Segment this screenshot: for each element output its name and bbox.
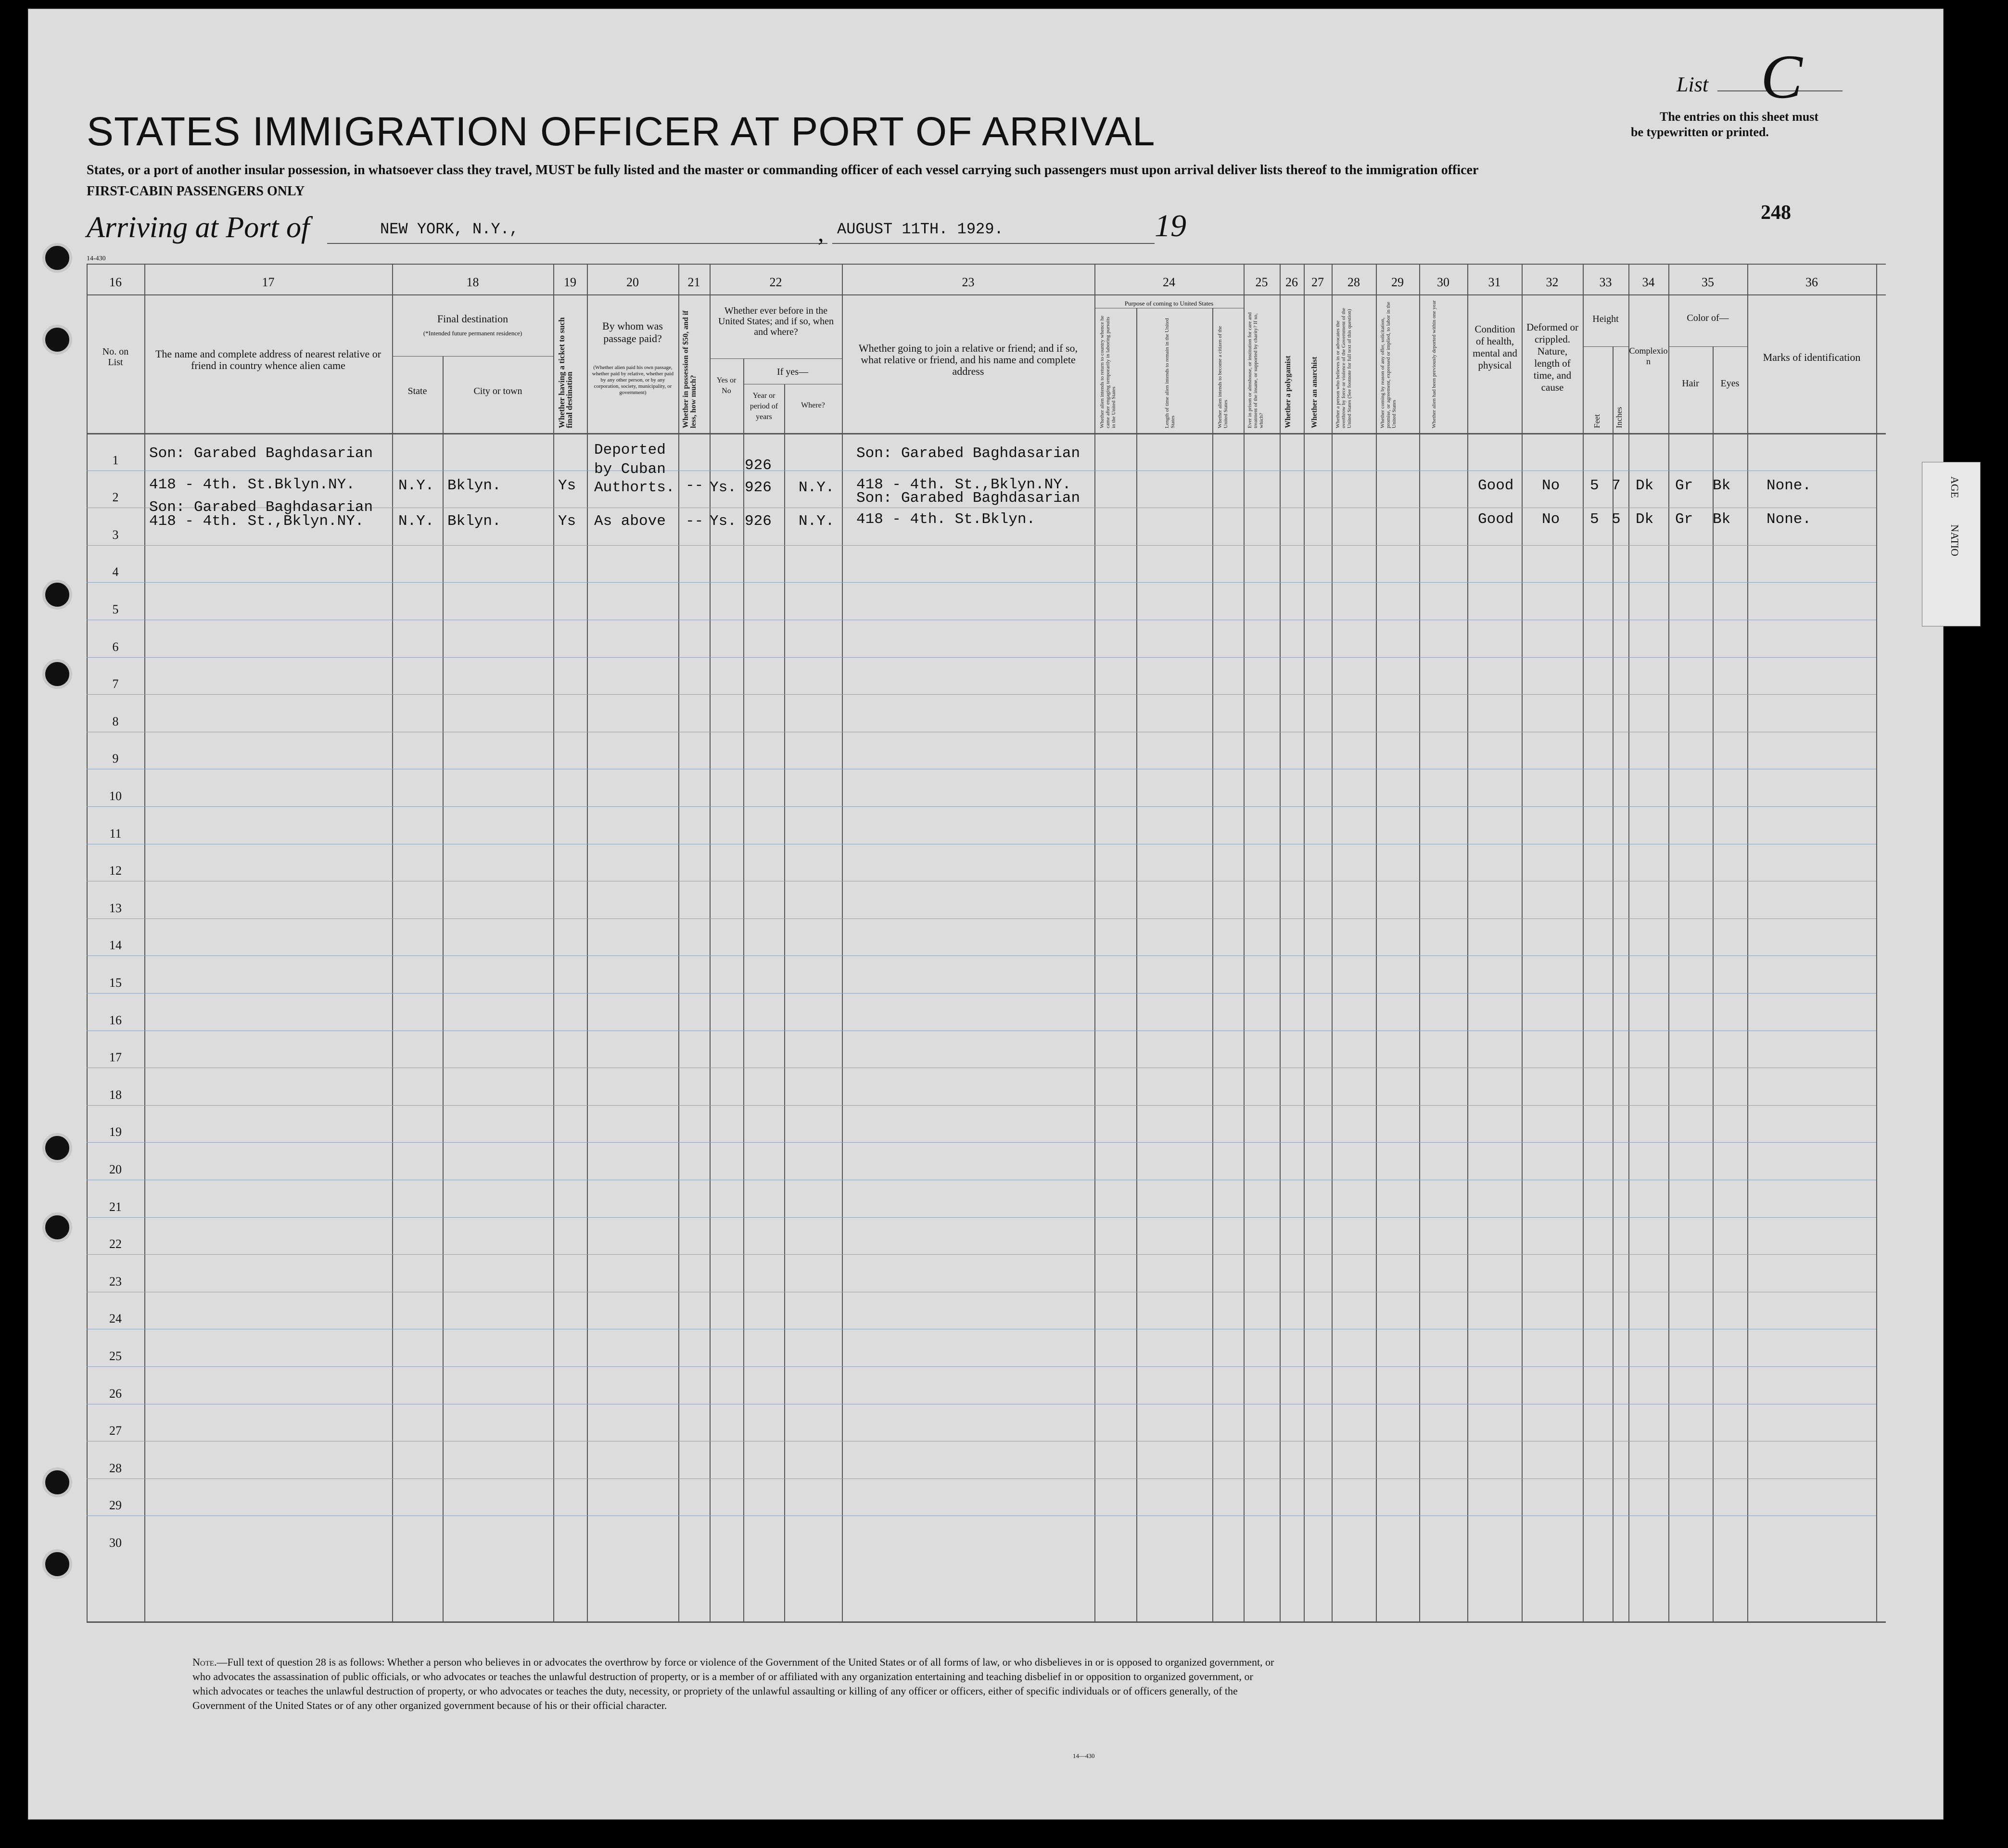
col-line — [1280, 264, 1281, 1621]
hdr-c33-inches: Inches — [1614, 407, 1624, 428]
row2-where: N.Y. — [799, 513, 835, 530]
col-line — [1094, 264, 1095, 1621]
row-number: 7 — [112, 677, 119, 691]
col-num-29: 29 — [1391, 275, 1404, 289]
col-line — [1522, 264, 1523, 1621]
row-line — [87, 806, 1876, 807]
row2-paid: As above — [594, 513, 666, 530]
col-num-34: 34 — [1642, 275, 1655, 289]
page-title: STATES IMMIGRATION OFFICER AT PORT OF ARRIVAL — [87, 109, 1156, 154]
hdr-c35: Color of— — [1687, 313, 1729, 323]
colnum-rule — [87, 294, 1886, 295]
hdr-c26: Whether a polygamist — [1284, 356, 1292, 428]
row-number: 22 — [109, 1237, 122, 1251]
col-num-16: 16 — [109, 275, 122, 289]
row-number: 6 — [112, 640, 119, 654]
row-number: 3 — [112, 528, 119, 542]
hdr-c18-state: State — [407, 386, 427, 396]
row2-relative-line1: Son: Garabed Baghdasarian — [149, 499, 373, 516]
row2-hair: Gr — [1675, 511, 1693, 528]
hdr-c18-sub: (*Intended future permanent residence) — [423, 330, 522, 337]
row2-ticket: Ys — [558, 513, 576, 530]
col-line — [1212, 308, 1213, 1621]
col-num-19: 19 — [564, 275, 576, 289]
row-line — [87, 582, 1876, 583]
col-line — [710, 264, 711, 1621]
row2-inches: 5 — [1612, 511, 1621, 528]
row-line — [87, 1217, 1876, 1218]
row1-paid-1: Deported — [594, 442, 666, 459]
col-num-36: 36 — [1805, 275, 1818, 289]
col-num-32: 32 — [1546, 275, 1559, 289]
row2-health: Good — [1478, 511, 1514, 528]
row-number: 29 — [109, 1498, 122, 1512]
hdr-c22-yesno: Yes or No — [716, 376, 737, 395]
row1-state: N.Y. — [398, 477, 434, 494]
row-number: 14 — [109, 938, 122, 952]
hdr-c32: Deformed or crippled. Nature, length of time, and cause — [1526, 321, 1578, 393]
hdr-c22-ifyes: If yes— — [777, 367, 808, 377]
hdr-c24a: Whether alien intends to return to country whence he came after engaging temporarily in laboring pursuits in the United States — [1099, 316, 1117, 428]
col-num-25: 25 — [1255, 275, 1268, 289]
punch-hole-icon — [42, 1212, 72, 1242]
row1-join-1: Son: Garabed Baghdasarian — [856, 445, 1080, 462]
hdr-c28: Whether a person who believes in or advocates the overthrow by force or violence of the Government of the United States (See footnote for full text of this question) — [1335, 307, 1352, 428]
row2-deformed: No — [1542, 511, 1560, 528]
row2-before: Ys. — [710, 513, 737, 530]
row1-year: 926 — [745, 479, 772, 496]
row-number: 4 — [112, 565, 119, 579]
class-line: FIRST-CABIN PASSENGERS ONLY — [87, 184, 305, 199]
col-num-20: 20 — [626, 275, 639, 289]
punch-hole-icon — [42, 580, 72, 610]
col-line — [743, 358, 744, 1621]
hdr-c23: Whether going to join a relative or friend; and if so, what relative or friend, and his name and complete address — [858, 342, 1078, 377]
footnote-text: —Full text of question 28 is as follows: Whether a person who believes in or advocates the overthrow by force or violence of the Government of the United States or of all forms of law, or who disbelieves in or is opposed to organized government, or who advocates the assassination of public officials, or who advocates or teaches the unlawful destruction of property, or is a member of or affiliated with any organization entertaining and teaching disbelief in or opposition to organized government, or which advocates or teaches the unlawful destruction of property, or who advocates or teaches the duty, necessity, or propriety of the unlawful assaulting or killing of any officer or officers, either of specific individuals or of officers generally, of the Government of the United States or of any other organized government because of his or their official character. — [192, 1656, 1274, 1711]
instruction-text: States, or a port of another insular possession, in whatsoever class they travel, MUST be fully listed and the master or commanding officer of each vessel carrying such passengers must upon arrival deliver lists thereof to the immigration officer — [87, 163, 1479, 178]
col-num-22: 22 — [769, 275, 782, 289]
punch-hole-icon — [42, 243, 72, 273]
list-label: List — [1677, 73, 1709, 96]
hdr-c17: The name and complete address of nearest relative or friend in country whence alien came — [155, 348, 381, 371]
row2-eyes: Bk — [1713, 511, 1731, 528]
row1-join-2: 418 - 4th. St.,Bklyn.NY. — [856, 476, 1071, 493]
hdr-c21: Whether in possession of $50, and if less, how much? — [682, 310, 698, 428]
row1-inches: 7 — [1612, 477, 1621, 494]
hdr-c20-sub: (Whether alien paid his own passage, whether paid by relative, whether paid by any other person, or by any corporation, society, municipality, or government) — [592, 365, 674, 395]
col-line — [1419, 264, 1420, 1621]
row-line — [87, 657, 1876, 658]
row-line — [87, 1254, 1876, 1255]
row-number: 1 — [112, 453, 119, 467]
col-line — [1613, 346, 1614, 1621]
entries-note-1: The entries on this sheet must — [1660, 110, 1819, 124]
col-num-21: 21 — [687, 275, 700, 289]
col-line — [1876, 264, 1877, 1621]
row2-join-1: Son: Garabed Baghdasarian — [856, 490, 1080, 507]
row-line — [87, 918, 1876, 919]
list-value: C — [1761, 42, 1803, 112]
entries-note-2: be typewritten or printed. — [1631, 125, 1769, 139]
col-line — [1332, 264, 1333, 1621]
row1-health: Good — [1478, 477, 1514, 494]
header-bottom-rule — [87, 433, 1886, 434]
row-number: 17 — [109, 1050, 122, 1064]
col-num-30: 30 — [1437, 275, 1449, 289]
hdr-c24: Purpose of coming to United States — [1124, 300, 1214, 307]
row2-city: Bklyn. — [447, 513, 501, 530]
col-line — [678, 264, 679, 1621]
subrule — [392, 356, 553, 357]
row2-year: 926 — [745, 513, 772, 530]
hdr-c16: No. on List — [102, 346, 129, 368]
row2-join-2: 418 - 4th. St.Bklyn. — [856, 511, 1036, 528]
col-line — [144, 264, 145, 1621]
row-line — [87, 545, 1876, 546]
col-line — [553, 264, 554, 1621]
punch-hole-icon — [42, 1133, 72, 1163]
col-num-18: 18 — [466, 275, 479, 289]
row1-ticket: Ys — [558, 477, 576, 494]
col-line — [842, 264, 843, 1621]
row-number: 12 — [109, 864, 122, 878]
row1-paid-3: Authorts. — [594, 479, 675, 496]
hdr-c33: Height — [1592, 314, 1619, 324]
subrule — [1668, 346, 1747, 347]
row1-money: -- — [686, 477, 704, 494]
col-line — [1467, 264, 1468, 1621]
hdr-c20: By whom was passage paid? — [602, 320, 663, 344]
col-line — [784, 384, 785, 1621]
form-code: 14-430 — [87, 255, 106, 262]
col-line — [1747, 264, 1748, 1621]
row-number: 9 — [112, 752, 119, 765]
row-number: 21 — [109, 1200, 122, 1214]
hdr-c36: Marks of identification — [1763, 351, 1861, 363]
col-line — [1628, 264, 1629, 1621]
footnote-label: Note. — [192, 1656, 217, 1668]
col-num-28: 28 — [1347, 275, 1360, 289]
col-line — [1713, 346, 1714, 1621]
punch-hole-icon — [42, 325, 72, 355]
row-number: 15 — [109, 976, 122, 990]
row1-complexion: Dk — [1636, 477, 1654, 494]
col-line — [1244, 264, 1245, 1621]
subrule — [710, 358, 842, 359]
col-num-33: 33 — [1599, 275, 1612, 289]
hdr-c27: Whether an anarchist — [1310, 357, 1319, 428]
col-num-23: 23 — [962, 275, 975, 289]
row-line — [87, 1478, 1876, 1479]
row2-feet: 5 — [1590, 511, 1599, 528]
col-line — [392, 264, 393, 1621]
hdr-c19: Whether having a ticket to such final destination — [557, 317, 574, 428]
side-tab-nationality: NATIO — [1949, 524, 1961, 556]
row2-complexion: Dk — [1636, 511, 1654, 528]
row-line — [87, 1142, 1876, 1143]
arriving-label: Arriving at Port of — [87, 211, 310, 244]
row-line — [87, 694, 1876, 695]
col-num-17: 17 — [262, 275, 275, 289]
footnote-code: 14—430 — [1073, 1752, 1095, 1759]
row-number: 30 — [109, 1536, 122, 1550]
row-line — [87, 1105, 1876, 1106]
col-line — [443, 356, 444, 1621]
table-bottom-rule — [87, 1621, 1886, 1623]
row-number: 2 — [112, 490, 119, 504]
row2-relative-line2: 418 - 4th. St.,Bklyn.NY. — [149, 513, 364, 530]
col-num-27: 27 — [1311, 275, 1324, 289]
comma-sep: , — [818, 219, 824, 246]
side-tab-age: AGE — [1949, 476, 1961, 498]
hdr-c31: Condition of health, mental and physical — [1473, 323, 1517, 371]
hdr-c22: Whether ever before in the United States; and if so, when and where? — [718, 306, 834, 337]
punch-hole-icon — [42, 1549, 72, 1579]
col-line — [1668, 264, 1669, 1621]
row-number: 13 — [109, 901, 122, 915]
row1-before: Ys. — [710, 479, 737, 496]
row-number: 24 — [109, 1312, 122, 1325]
hdr-c18-city: City or town — [473, 386, 522, 396]
row-line — [87, 1366, 1876, 1367]
punch-hole-icon — [42, 1467, 72, 1497]
row-number: 26 — [109, 1387, 122, 1401]
hdr-c30: Whether alien had been previously deported within one year — [1431, 300, 1437, 428]
row1-feet: 5 — [1590, 477, 1599, 494]
row1-city: Bklyn. — [447, 477, 501, 494]
row1-hair: Gr — [1675, 477, 1693, 494]
col-num-35: 35 — [1702, 275, 1714, 289]
table-top-rule — [87, 264, 1886, 265]
row1-relative-line2: 418 - 4th. St.Bklyn.NY. — [149, 476, 355, 493]
row2-marks: None. — [1767, 511, 1812, 528]
date-underline — [832, 243, 1155, 244]
row-number: 20 — [109, 1162, 122, 1176]
row-line — [87, 993, 1876, 994]
row1-eyes: Bk — [1713, 477, 1731, 494]
row-number: 25 — [109, 1349, 122, 1363]
col-line — [1583, 264, 1584, 1621]
page-number: 248 — [1761, 202, 1791, 224]
row1-relative-line1: Son: Garabed Baghdasarian — [149, 445, 373, 462]
subrule — [1583, 346, 1628, 347]
col-num-24: 24 — [1163, 275, 1175, 289]
row-number: 10 — [109, 789, 122, 803]
row-number: 19 — [109, 1125, 122, 1139]
row-number: 11 — [109, 827, 122, 841]
hdr-c29: Whether coming by reason of any offer, solicitation, promise, or agreement, expressed or implied, to labor in the United States — [1380, 302, 1397, 428]
col-num-26: 26 — [1285, 275, 1298, 289]
hdr-c18: Final destination — [437, 313, 508, 325]
col-line — [1304, 264, 1305, 1621]
row-number: 27 — [109, 1424, 122, 1438]
year-prefix: 19 — [1155, 208, 1186, 243]
col-line — [1376, 264, 1377, 1621]
row1-where: N.Y. — [799, 479, 835, 496]
row-number: 8 — [112, 714, 119, 728]
col-num-31: 31 — [1488, 275, 1501, 289]
footnote — [192, 1655, 1280, 1713]
row1-deformed: No — [1542, 477, 1560, 494]
row-number: 28 — [109, 1461, 122, 1475]
hdr-c35-eyes: Eyes — [1720, 378, 1740, 389]
port-underline — [327, 243, 827, 244]
row-number: 5 — [112, 602, 119, 616]
row-number: 16 — [109, 1013, 122, 1027]
port-value: NEW YORK, N.Y., — [380, 220, 519, 238]
row2-state: N.Y. — [398, 513, 434, 530]
row-number: 23 — [109, 1274, 122, 1288]
row-number: 18 — [109, 1088, 122, 1102]
hdr-c34: Complexion — [1629, 346, 1668, 366]
hdr-c24c: Whether alien intends to become a citizen of the United States — [1217, 326, 1229, 428]
hdr-c25: Ever in prison or almshouse, or institution for care and treatment of the insane, or supported by charity? If so, which? — [1247, 312, 1264, 428]
hdr-c35-hair: Hair — [1682, 378, 1699, 389]
hdr-c24b: Length of time alien intends to remain in the United States — [1164, 318, 1176, 428]
row2-money: -- — [686, 513, 704, 530]
hdr-c33-feet: Feet — [1592, 414, 1601, 428]
hdr-c22-where: Where? — [801, 401, 825, 409]
col-line — [1136, 308, 1137, 1621]
row1-paid-2: by Cuban — [594, 461, 666, 478]
row1-year-above: 926 — [745, 457, 772, 474]
col-line — [587, 264, 588, 1621]
punch-hole-icon — [42, 659, 72, 689]
hdr-c22-year: Year or period of years — [750, 392, 778, 421]
row1-marks: None. — [1767, 477, 1812, 494]
arrival-date: AUGUST 11TH. 1929. — [837, 220, 1004, 238]
